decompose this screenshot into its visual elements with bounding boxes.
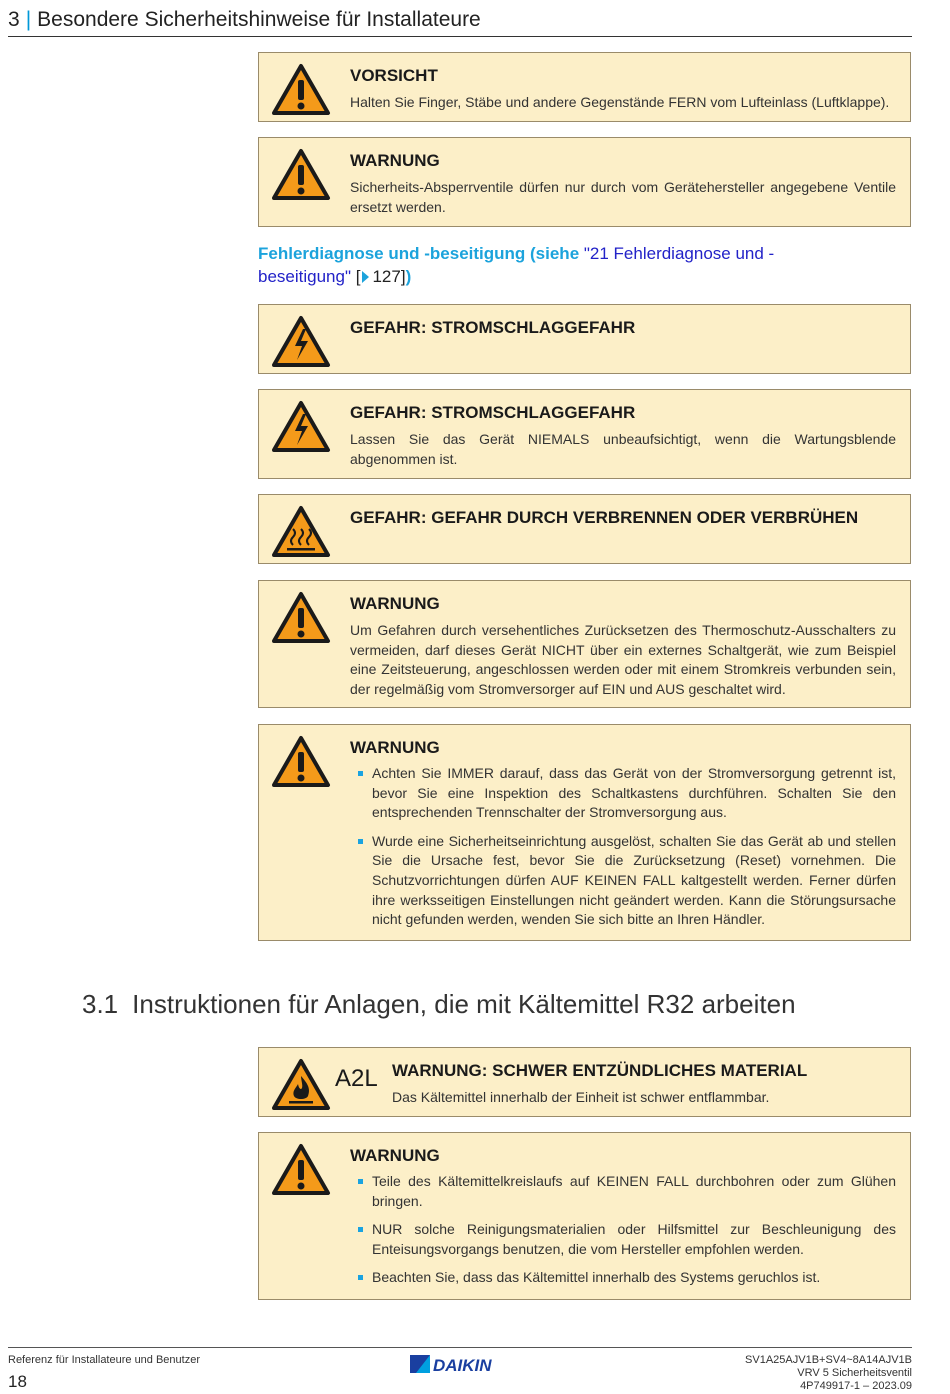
warning-box-thermal [258, 580, 911, 708]
document-code: 4P749917-1 – 2023.09 [800, 1380, 912, 1392]
a2l-title: WARNUNG: SCHWER ENTZÜNDLICHES MATERIAL [392, 1061, 808, 1080]
page-header [8, 4, 912, 37]
electric-shock-icon [271, 315, 331, 369]
warning-title: WARNUNG [350, 738, 440, 757]
section-number: 3.1 [82, 989, 119, 1019]
chapter-number: 3 [8, 8, 20, 31]
caution-box [258, 52, 911, 122]
danger-text: Lassen Sie das Gerät NIEMALS unbeaufsichtigt, wenn die Wartungsblende abgenommen ist. [350, 431, 896, 467]
list-item [350, 764, 896, 823]
warning-title: WARNUNG [350, 1146, 440, 1165]
caution-text: Halten Sie Finger, Stäbe und andere Gegenstände FERN vom Lufteinlass (Luftklappe). [350, 94, 890, 110]
product-name: VRV 5 Sicherheitsventil [797, 1367, 912, 1379]
footer-model-info [745, 1354, 912, 1393]
link-line-1: "21 Fehlerdiagnose und - [583, 244, 775, 263]
bullet-icon [358, 771, 363, 776]
flammable-icon [271, 1058, 331, 1112]
caution-title: VORSICHT [350, 66, 438, 85]
warning-text: Um Gefahren durch versehentliches Zurücksetzen des Thermoschutz-Ausschalters zu vermeiden, darf dieses Gerät NICHT über ein externes Schaltgerät, wie zum Beispiel eine Zeitsteuerung, angeschlossen werden oder mit einem Stromkreis verbunden sein, der regelmäßig vom Stromversorger auf EIN und AUS geschaltet wird. [350, 622, 896, 697]
a2l-text: Das Kältemittel innerhalb der Einheit ist schwer entflammbar. [392, 1089, 770, 1105]
list-item [350, 1268, 896, 1288]
paren-close: ) [405, 267, 412, 286]
page-ref-arrow-icon [362, 271, 369, 283]
footer-document-title: Referenz für Installateure und Benutzer [8, 1354, 201, 1366]
warning-list [350, 1172, 896, 1288]
warning-exclamation-icon [271, 1143, 331, 1197]
list-item-text: Achten Sie IMMER darauf, dass das Gerät von der Stromversorgung getrennt ist, bevor Sie eine Inspektion des Schaltkastens durchführen. Schalten Sie den entsprechenden Trennschalter der Stromversorgung aus. [372, 765, 896, 821]
warning-list [350, 764, 896, 930]
list-item-text: Wurde eine Sicherheitseinrichtung ausgelöst, schalten Sie das Gerät ab und stellen Sie die Ursache fest, bevor Sie die Zurücksetzung (Reset) vornehmen. Die Schutzvorrichtungen dürfen AUF KEINEN FALL kaltgestellt werden. Ferner dürfen ihre werksseitigen Einstellungen nicht geändert werden. Kann die Störungsursache nicht gefunden werden, wenden Sie sich bitte an Ihren Händler. [372, 832, 896, 928]
chapter-title: Besondere Sicherheitshinweise für Installateure [37, 8, 481, 31]
danger-box-service-panel [258, 389, 911, 479]
page-number: 18 [8, 1372, 27, 1391]
warning-exclamation-icon [271, 148, 331, 202]
warning-box-inspection [258, 724, 911, 941]
list-item-text: NUR solche Reinigungsmaterialien oder Hilfsmittel zur Beschleunigung des Enteisungsvorgangs benutzen, die vom Hersteller empfohlen werden. [372, 1221, 896, 1257]
a2l-warning-box [258, 1047, 911, 1117]
bracket-close: ] [400, 267, 406, 286]
bullet-icon [358, 1179, 363, 1184]
warning-exclamation-icon [271, 735, 331, 789]
bullet-icon [358, 1227, 363, 1232]
warning-exclamation-icon [271, 63, 331, 117]
troubleshooting-subheading [258, 242, 818, 288]
warning-box-refrigerant [258, 1132, 911, 1300]
model-codes: SV1A25AJV1B+SV4~8A14AJV1B [745, 1354, 912, 1366]
daikin-logo [408, 1353, 514, 1375]
danger-title: GEFAHR: STROMSCHLAGGEFAHR [350, 403, 636, 422]
list-item [350, 1220, 896, 1259]
list-item [350, 832, 896, 930]
bullet-icon [358, 1275, 363, 1280]
warning-box-valves [258, 137, 911, 227]
brand-name: DAIKIN [433, 1356, 492, 1375]
list-item-text: Beachten Sie, dass das Kältemittel innerhalb des Systems geruchlos ist. [372, 1269, 821, 1286]
danger-box-electric [258, 304, 911, 374]
a2l-label: A2L [335, 1065, 378, 1092]
danger-title: GEFAHR: GEFAHR DURCH VERBRENNEN ODER VERBRÜHEN [350, 508, 859, 527]
warning-title: WARNUNG [350, 594, 440, 613]
bullet-icon [358, 839, 363, 844]
link-line-2: beseitigung" [258, 267, 351, 286]
list-item-text: Teile des Kältemittelkreislaufs auf KEINEN FALL durchbohren oder zum Glühen bringen. [372, 1173, 896, 1209]
hot-surface-icon [271, 505, 331, 559]
danger-box-burn [258, 494, 911, 564]
warning-text: Sicherheits-Absperrventile dürfen nur durch vom Gerätehersteller angegebene Ventile ersetzt werden. [350, 179, 896, 215]
danger-title: GEFAHR: STROMSCHLAGGEFAHR [350, 318, 636, 337]
header-separator: | [25, 8, 32, 31]
subheading-text: Fehlerdiagnose und -beseitigung (siehe [258, 244, 584, 263]
electric-shock-icon [271, 400, 331, 454]
section-heading [82, 986, 796, 1022]
footer-divider [8, 1347, 912, 1348]
page-reference[interactable]: 127 [372, 267, 401, 286]
warning-title: WARNUNG [350, 151, 440, 170]
warning-exclamation-icon [271, 591, 331, 645]
list-item [350, 1172, 896, 1211]
bracket-open: [ [351, 267, 361, 286]
section-title: Instruktionen für Anlagen, die mit Kältemittel R32 arbeiten [132, 989, 796, 1019]
